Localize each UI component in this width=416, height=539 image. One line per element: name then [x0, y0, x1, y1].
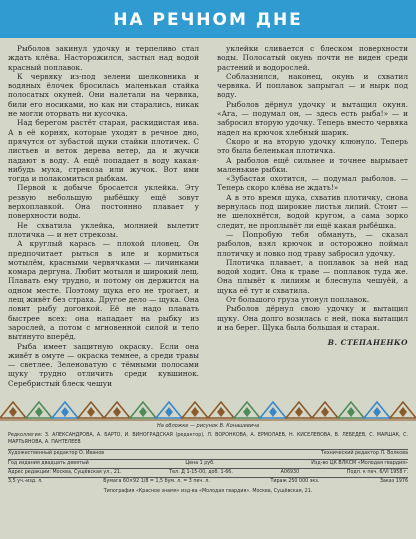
story-paragraph: Рыба имеет защитную окраску. Если она живёт в омуте — окраска темнее, а среди травы — светлее. Зеленоватую с тёмными полосами щуку трудно отличить среди кувшинок. Серебристый блеск чешуи — [8, 341, 199, 388]
folk-ornament-border — [0, 398, 416, 422]
ornament-diamond — [191, 407, 199, 417]
story-paragraph: А рыболов ещё сильнее и точнее вырывает маленькие рыбки. — [217, 155, 408, 174]
ornament-diamond — [399, 407, 407, 417]
ornament-diamond — [217, 407, 225, 417]
ornament-diamond — [61, 407, 69, 417]
signed-date: Подп. к печ. 6/VI 1958 г. — [346, 470, 408, 476]
ornament-diamond — [87, 407, 95, 417]
address-row — [8, 468, 408, 476]
story-paragraph: Плотичка плавает, а поплавок за ней над водой ходит. Она к траве — поплавок туда же. Она плывёт к лилиям и блеснула чешуёй, а щука её тут и схватила. — [217, 257, 408, 295]
publisher: Изд-во ЦК ВЛКСМ «Молодая гвардия» — [311, 460, 408, 466]
editors-row — [8, 449, 408, 457]
ornament-diamond — [243, 407, 251, 417]
story-paragraph: «Зубастая охотится, — подумал рыболов. — Теперь скоро клёва не ждать!» — [217, 174, 408, 193]
page-title: НА РЕЧНОМ ДНЕ — [113, 10, 303, 30]
art-editor: Художественный редактор О. Иванов — [8, 451, 105, 457]
story-paragraph: К червяку из-под зелени шелковника и водяных ёлочек бросилась маленькая стайка полосатых окуней. Они налетали на червяка, били его носиками, но как ни старались, никак не могли оторвать ни кусочка. — [8, 71, 199, 119]
ornament-diamond — [269, 407, 277, 417]
print-run: Тираж 250 000 экз. — [270, 479, 320, 485]
story-paragraph: Рыболов закинул удочку и терпеливо стал ждать клёва. Насторожился, застыл над водой красный поплавок. — [8, 44, 199, 72]
ornament-diamond — [321, 407, 329, 417]
order-number: Заказ 1976 — [379, 479, 408, 485]
story-paragraph: А круглый карась — плохой пловец. Он предпочитает рыться в иле и кормиться мотылём, красными червячками — личинками комара дергуна. Любит мотыля и широкий лещ. Плавать ему трудно, и потому он держится на одном месте. Поэтому щука его не трогает, и лещ живёт без страха. Другое дело — щука. Она ловит рыбу догонкой. Её не надо плавать быстрее всех: она нападает на рыбку из зарослей, а потом с мгновенной силой и тело вытянуто вперёд. — [8, 239, 199, 342]
story-paragraph: уклейки сливается с блеском поверхности воды. Полосатый окунь почти не виден среди растений и водорослей. — [217, 44, 408, 72]
story-paragraph: Первой к добыче бросается уклейка. Эту резвую небольшую рыбёшку ещё зовут верхоплавкой. Она постоянно плавает у поверхности воды. — [8, 183, 199, 221]
ornament-diamond — [113, 407, 121, 417]
story-paragraph: Рыболов дёрнул свою удочку и вытащил щуку. Она долго возилась с ней, пока вытащил и на берег. Щука была большая и старая. — [217, 304, 408, 332]
story-paragraph: От большого груза утонул поплавок. — [226, 295, 370, 305]
ornament-diamond — [347, 407, 355, 417]
ornament-diamond — [373, 407, 381, 417]
cover-note: На обложке — рисунок В. Конашевича — [156, 423, 260, 429]
ornament-diamond — [295, 407, 303, 417]
story-paragraph: Над берегом растёт старая, раскидистая ива. А в её корнях, которые уходят в речное дно, прячутся от зубастой щуки стайки плотичек. С листьев и веток дерева ветер, да и жучки падают в воду. А ещё попадает в воду какая-нибудь муха, стрекоза или жучок. Вот ими тогда и полакомиться рыбкам. — [8, 118, 199, 184]
ornament-diamond — [139, 407, 147, 417]
sheet-count: 3,5 уч.-изд. л. — [8, 479, 43, 485]
story-column-left — [8, 44, 199, 394]
printing-house: Типография «Красное знамя» изд-ва «Молодая гвардия». Москва, Сущёвская, 21. — [103, 488, 313, 494]
tech-editor: Технический редактор Л. Волкова — [320, 451, 408, 457]
credits-block — [8, 423, 408, 495]
story-paragraph: — Попробую тебя обмануть, — сказал рыболов, взял крючок и осторожно поймал плотичку и ловко под траву забросил удочку. — [217, 229, 408, 258]
price: Цена 1 руб. — [185, 460, 215, 466]
editorial-address: Адрес редакции: Москва, Сущёвская ул., 21. — [8, 470, 122, 476]
title-banner — [0, 0, 416, 38]
story-paragraph: Скоро и на вторую удочку клюнуло. Теперь это была беленькая плотичка. — [217, 136, 408, 156]
story-paragraph: А в это время щука, схватив плотичку, снова вернулась под широкие листья лилий. Стоит — не шелохнётся, водой кругом, а сама зорко следит, не проплывёт ли ещё какая рыбёшка. — [217, 192, 408, 230]
editorial-board: Редколлегия: З. АЛЕКСАНДРОВА, А. БАРТО, И. ВИНОГРАДСКАЯ (редактор), Л. ВОРОНКОВА, А. ЕРМОЛАЕВ, Н. КИСЕЛЕВОВА, В. ЛЕБЕДЕВ, С. МАРШАК, С. МАРТЬЯНОВА, А. ПАНТЕЛЕЕВ — [8, 433, 408, 445]
ornament-diamond — [9, 407, 17, 417]
story-paragraph: Не схватила уклейка, молнией вылетит плотичка — и нет стрекозы. — [8, 220, 199, 239]
publication-year: Год издания двадцать девятый — [8, 460, 89, 466]
imprint-code: А06930 — [280, 470, 300, 476]
publication-row — [8, 459, 408, 467]
story-paragraph: Рыболов дёрнул удочку и вытащил окуня. «Ага, — подумал он, — здесь есть рыба!» — и забросил вторую удочку. Теперь вместо червяка надел на крючок хлебный шарик. — [217, 99, 408, 137]
author-signature: В. СТЕПАНЕНКО — [327, 338, 408, 348]
telephone: Тел. Д 1-15-00, доб. 1-66. — [169, 470, 233, 476]
paper-format: Бумага 60×92 1/8 = 1,5 бум. л. = 3 печ. л. — [103, 479, 210, 485]
story-paragraph: Соблазнился, наконец, окунь и схватил червяка. И поплавок запрыгал — и нырк под воду. — [217, 71, 408, 100]
print-details-row — [8, 477, 408, 485]
ornament-diamond — [35, 407, 43, 417]
ornament-diamond — [165, 407, 173, 417]
story-column-right — [217, 44, 408, 394]
